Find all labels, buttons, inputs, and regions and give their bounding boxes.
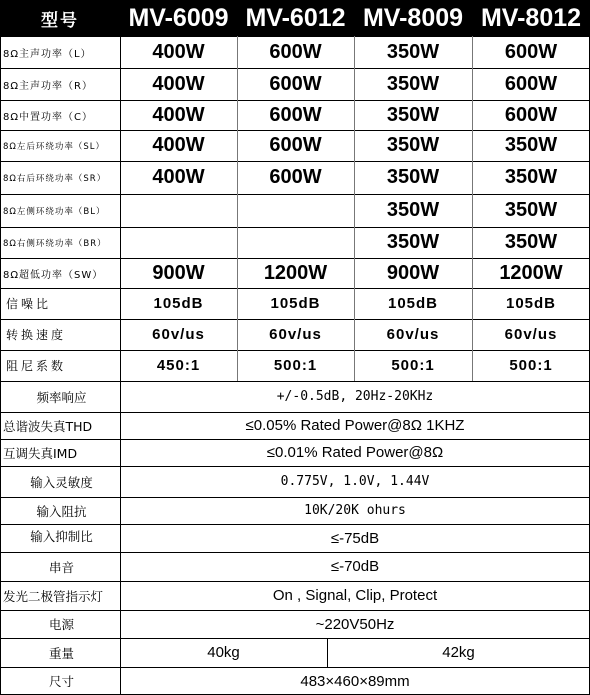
spec-value: 900W <box>386 261 440 284</box>
spec-value: 600W <box>269 103 322 126</box>
common-label: 发光二极管指示灯 <box>3 588 104 604</box>
weight-value-1: 40kg <box>207 644 240 661</box>
spec-value: 105dB <box>153 295 204 312</box>
spec-label: 8Ω中置功率（C） <box>3 111 93 123</box>
spec-value: 350W <box>386 134 440 156</box>
spec-label: 信噪比 <box>6 297 52 311</box>
spec-value: 60v/us <box>504 326 558 343</box>
header-model-3: MV-8009 <box>354 0 472 36</box>
spec-value: 600W <box>504 72 558 95</box>
spec-label: 阻尼系数 <box>6 359 67 373</box>
common-label: 互调失真IMD <box>3 445 78 461</box>
spec-value: 600W <box>269 166 322 188</box>
weight-value-2: 42kg <box>442 644 475 661</box>
common-label: 串音 <box>48 559 74 575</box>
size-label: 尺寸 <box>48 674 74 689</box>
common-value: On , Signal, Clip, Protect <box>272 587 438 604</box>
common-label: 电源 <box>48 617 74 632</box>
spec-value: 400W <box>152 166 205 188</box>
spec-value: 500:1 <box>391 357 435 374</box>
spec-value: 1200W <box>263 261 328 284</box>
spec-value: 105dB <box>387 295 439 312</box>
spec-value: 60v/us <box>152 326 205 343</box>
spec-value: 600W <box>504 40 558 63</box>
spec-label: 8Ω超低功率（SW） <box>3 269 104 281</box>
spec-value: 350W <box>386 231 440 253</box>
spec-value: 600W <box>504 103 558 126</box>
spec-value: 600W <box>269 40 322 63</box>
spec-value: 400W <box>152 72 205 95</box>
common-value: 0.775V, 1.0V, 1.44V <box>280 474 430 489</box>
spec-label: 8Ω右侧环绕功率（BR） <box>3 238 107 249</box>
header-model-4: MV-8012 <box>472 0 590 36</box>
spec-label: 8Ω左侧环绕功率（BL） <box>3 206 106 217</box>
common-value: ~220V50Hz <box>315 615 395 633</box>
header-model-1: MV-6009 <box>120 0 237 36</box>
common-value: ≤0.05% Rated Power@8Ω 1KHZ <box>245 417 465 434</box>
spec-value: 600W <box>269 134 322 156</box>
spec-label: 8Ω主声功率（R） <box>3 80 93 92</box>
header-model-2: MV-6012 <box>237 0 354 36</box>
common-label: 输入阻抗 <box>36 503 87 519</box>
spec-value: 350W <box>386 72 440 95</box>
spec-value: 400W <box>152 40 205 63</box>
spec-value: 350W <box>386 166 440 188</box>
spec-value <box>120 194 237 227</box>
spec-value <box>120 227 237 258</box>
common-label: 输入灵敏度 <box>30 474 93 490</box>
size-value: 483×460×89mm <box>300 672 410 690</box>
spec-value: 1200W <box>499 261 563 284</box>
common-value: ≤-70dB <box>330 558 380 575</box>
spec-value: 105dB <box>505 295 557 312</box>
spec-value: 60v/us <box>386 326 440 343</box>
common-label: 总谐波失真THD <box>3 418 93 434</box>
spec-value: 350W <box>504 134 558 156</box>
spec-value: 350W <box>386 103 440 126</box>
common-value: +/-0.5dB, 20Hz-20KHz <box>276 389 434 404</box>
spec-value: 600W <box>269 72 322 95</box>
spec-value: 350W <box>386 199 440 221</box>
spec-value <box>237 227 354 258</box>
common-value: 10K/20K ohurs <box>304 503 406 518</box>
common-label: 输入抑制比 <box>30 529 93 544</box>
spec-label: 8Ω右后环绕功率（SR） <box>3 173 107 184</box>
spec-value: 350W <box>386 40 440 63</box>
spec-value: 500:1 <box>509 357 553 374</box>
spec-label: 8Ω左后环绕功率（SL） <box>3 141 106 152</box>
header-model-label: 型号 <box>0 0 120 36</box>
spec-value: 500:1 <box>273 357 318 374</box>
common-label: 频率响应 <box>36 389 87 405</box>
spec-value <box>237 194 354 227</box>
spec-value: 60v/us <box>269 326 322 343</box>
common-value: ≤-75dB <box>330 529 380 547</box>
spec-value: 400W <box>152 134 205 156</box>
spec-value: 105dB <box>270 295 321 312</box>
spec-value: 350W <box>504 199 558 221</box>
spec-label: 8Ω主声功率（L） <box>3 48 92 60</box>
spec-value: 900W <box>152 261 205 284</box>
common-value: ≤0.01% Rated Power@8Ω <box>266 444 444 461</box>
spec-value: 400W <box>152 103 205 126</box>
spec-value: 450:1 <box>156 357 201 374</box>
weight-label: 重量 <box>48 645 74 661</box>
spec-label: 转换速度 <box>6 328 67 342</box>
spec-value: 350W <box>504 231 558 253</box>
spec-value: 350W <box>504 166 558 188</box>
